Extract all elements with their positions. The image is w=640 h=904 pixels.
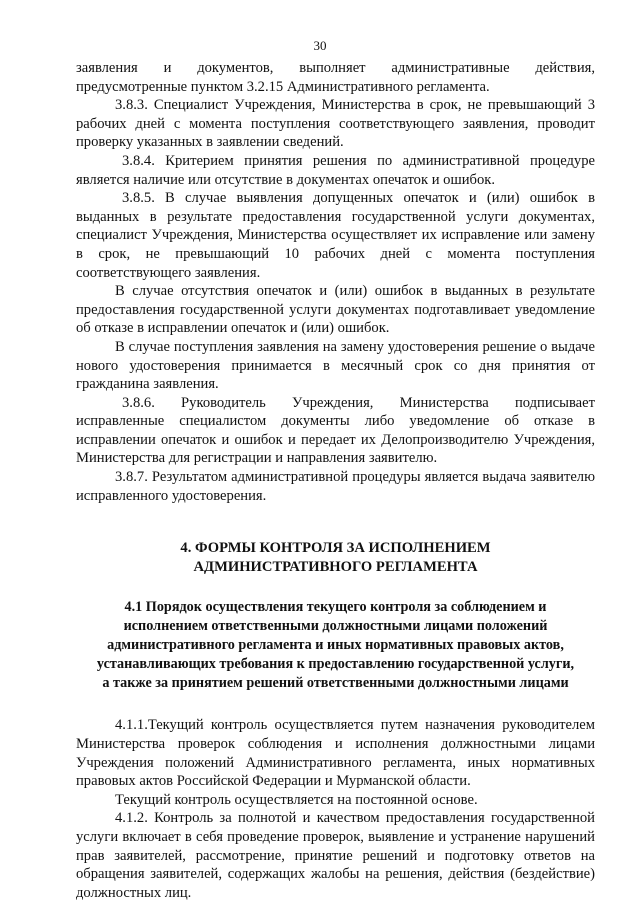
- paragraph-4-1-1: 4.1.1.Текущий контроль осуществляется путем назначения руководителем Министерства проверок соблюдения и исполнения должностными лицами Учреждения положений Административного регламента, иных нормативных правовых актов Российской Федерации и Мурманской области.: [76, 717, 595, 790]
- subsection-title: [76, 598, 595, 692]
- subsection-title-line: а также за принятием решений ответственными должностными лицами: [102, 674, 569, 691]
- subsection-title-line: 4.1 Порядок осуществления текущего контроля за соблюдением и: [124, 599, 547, 616]
- paragraph-3-8-4: 3.8.4. Критерием принятия решения по административной процедуре является наличие или отсутствие в документах опечаток и ошибок.: [76, 152, 595, 188]
- paragraph-continuation: заявления и документов, выполняет административные действия, предусмотренные пунктом 3.2.15 Административного регламента.: [76, 60, 595, 95]
- paragraph-constant-basis: Текущий контроль осуществляется на постоянной основе.: [115, 791, 478, 808]
- paragraph-no-errors: В случае отсутствия опечаток и (или) ошибок в выданных в результате предоставления государственной услуги документах подготавливает уведомление об отказе в исправлении опечаток и (или) ошибок.: [76, 283, 595, 337]
- paragraph-3-8-7: 3.8.7. Результатом административной процедуры является выдача заявителю исправленного удостоверения.: [76, 469, 595, 504]
- paragraph-3-8-5: 3.8.5. В случае выявления допущенных опечаток и (или) ошибок в выданных в результате предоставления государственной услуги документах, специалист Учреждения, Министерства осуществляет их исправление или замену в срок, не превышающий 10 рабочих дней с момента поступления соответствующего заявления.: [76, 190, 595, 281]
- subsection-title-line: исполнением ответственными должностными лицами положений: [123, 618, 548, 635]
- paragraph-3-8-6: 3.8.6. Руководитель Учреждения, Министерства подписывает исправленные специалистом документы либо уведомление об отказе в исправлении опечаток и ошибок и передает их Делопроизводителю Учреждения, Министерства для регистрации и направления заявителю.: [76, 394, 595, 467]
- section-title: [76, 539, 595, 576]
- section-title-line-1: 4. ФОРМЫ КОНТРОЛЯ ЗА ИСПОЛНЕНИЕМ: [180, 540, 491, 557]
- document-body: [76, 59, 595, 902]
- paragraph-3-8-3: 3.8.3. Специалист Учреждения, Министерства в срок, не превышающий 3 рабочих дней с момента поступления соответствующего заявления, проводит проверку указанных в заявлении сведений.: [76, 97, 595, 151]
- subsection-title-line: административного регламента и иных нормативных правовых актов,: [107, 637, 564, 654]
- section-title-line-2: АДМИНИСТРАТИВНОГО РЕГЛАМЕНТА: [193, 558, 478, 575]
- paragraph-replacement: В случае поступления заявления на замену удостоверения решение о выдаче нового удостоверения принимается в месячный срок со дня принятия от гражданина заявления.: [76, 338, 595, 393]
- page-number: 30: [313, 38, 327, 53]
- paragraph-4-1-2: 4.1.2. Контроль за полнотой и качеством предоставления государственной услуги включает в себя проведение проверок, выявление и устранение нарушений прав заявителей, рассмотрение, принятие решений и подготовку ответов на обращения заявителей, содержащих жалобы на решения, действия (бездействие) должностных лиц.: [76, 810, 595, 901]
- subsection-title-line: устанавливающих требования к предоставлению государственной услуги,: [96, 655, 575, 672]
